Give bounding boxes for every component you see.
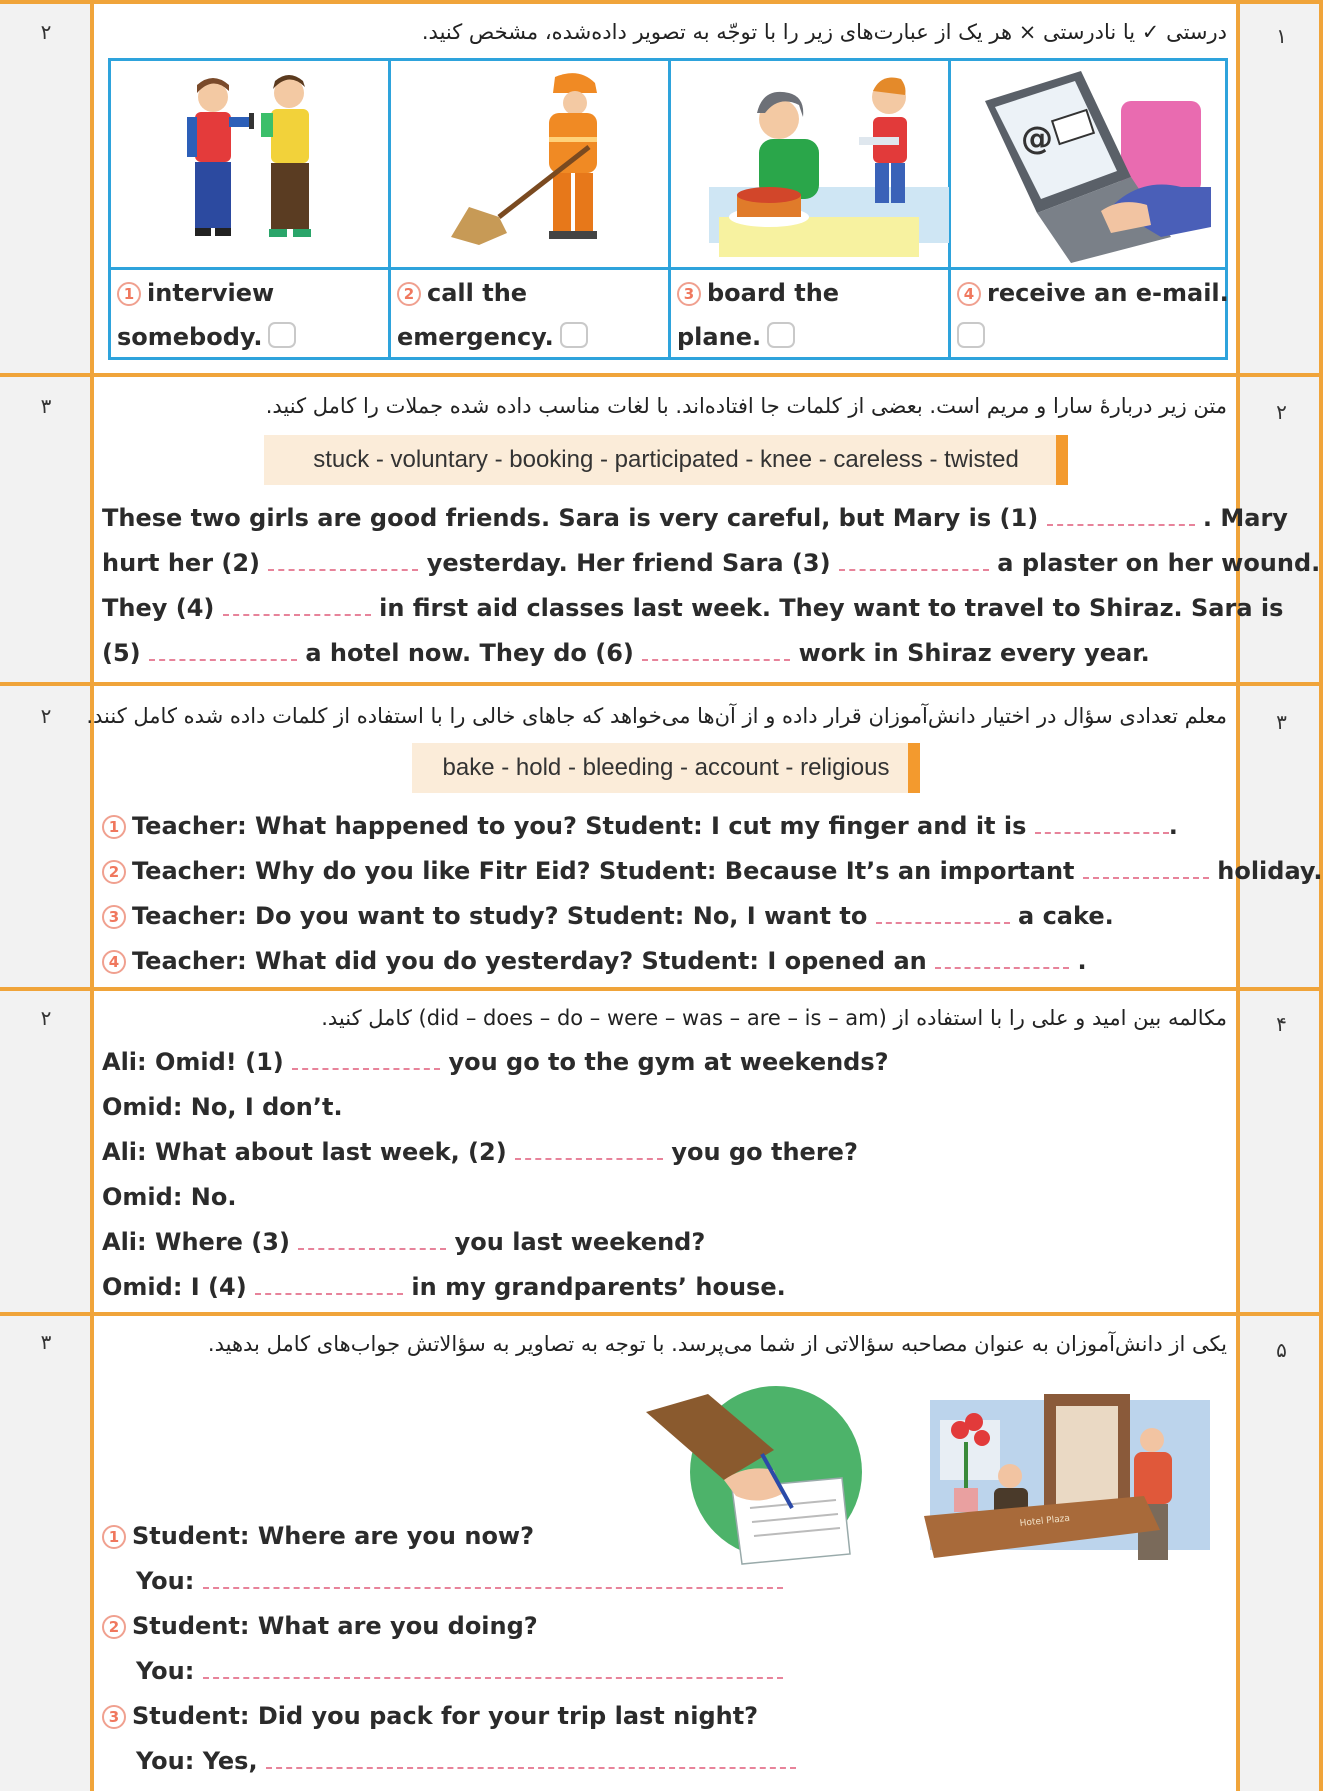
q2-line-1-end: . Mary <box>1202 504 1288 532</box>
q3-item-4-text: Teacher: What did you do yesterday? Student: I opened an <box>132 947 927 975</box>
q2-blank-1[interactable] <box>1047 508 1195 526</box>
q2-line-4-text: (5) <box>102 639 141 667</box>
q4-instruction: مکالمه بین امید و علی را با استفاده از (did – does – do – were – was – are – is – am) کامل کنید. <box>321 1006 1227 1030</box>
q5-answer-2 <box>136 1657 783 1685</box>
score-q3: ۲ <box>40 704 52 728</box>
q3-item-1-end: . <box>1168 812 1178 840</box>
q5-question-2-text: Student: What are you doing? <box>132 1612 538 1640</box>
q1-item-1-text-2: somebody. <box>117 323 263 351</box>
q4-line-5 <box>102 1228 705 1256</box>
item-number-badge: 2 <box>102 1615 126 1639</box>
q1-item-4 <box>957 271 1229 359</box>
hotel-sign-text: Hotel Plaza <box>1019 1513 1071 1529</box>
q2-line-3-end: in first aid classes last week. They want to travel to Shiraz. Sara is <box>379 594 1284 622</box>
question-number-4: ۴ <box>1276 1012 1287 1036</box>
item-number-badge: 3 <box>102 905 126 929</box>
svg-text:@: @ <box>1021 119 1053 157</box>
score-q1: ۲ <box>40 20 52 44</box>
question-number-1: ۱ <box>1276 24 1287 48</box>
q1-item-3 <box>677 271 839 359</box>
q1-image-grid <box>108 58 1228 360</box>
q5-answer-1-line[interactable] <box>203 1571 783 1589</box>
q3-item-4 <box>102 947 1087 975</box>
q5-answer-3-prefix: You: Yes, <box>136 1747 258 1775</box>
question-number-2: ۲ <box>1276 400 1287 424</box>
q2-word-bank <box>264 435 1068 485</box>
q1-item-3-text-1: board the <box>707 279 840 307</box>
border-line <box>0 1312 1323 1316</box>
question-number-column <box>1238 0 1323 1791</box>
q1-item-1-checkbox[interactable] <box>268 322 296 348</box>
border-line <box>0 682 1323 686</box>
item-number-badge: 4 <box>102 950 126 974</box>
q3-item-1 <box>102 812 1178 840</box>
q2-blank-2[interactable] <box>268 553 418 571</box>
q2-line-4-end: work in Shiraz every year. <box>798 639 1150 667</box>
q2-line-3 <box>102 594 1283 622</box>
street-sweeper-illustration <box>429 67 629 263</box>
border-line <box>0 987 1323 991</box>
q3-item-3-text: Teacher: Do you want to study? Student: No, I want to <box>132 902 868 930</box>
q1-item-3-checkbox[interactable] <box>767 322 795 348</box>
q4-line-3-text: Ali: What about last week, (2) <box>102 1138 507 1166</box>
border-line <box>1319 0 1323 1791</box>
q2-line-1-text: These two girls are good friends. Sara is very careful, but Mary is (1) <box>102 504 1039 532</box>
q5-answer-1-prefix: You: <box>136 1567 195 1595</box>
score-column <box>0 0 92 1791</box>
q1-item-2-text-1: call the <box>427 279 528 307</box>
q5-question-2 <box>102 1612 538 1640</box>
q5-question-3 <box>102 1702 758 1730</box>
border-line <box>0 0 1323 4</box>
question-number-5: ۵ <box>1276 1338 1287 1362</box>
question-number-3: ۳ <box>1276 710 1287 734</box>
q4-line-6 <box>102 1273 786 1301</box>
grid-divider <box>388 61 391 357</box>
q4-line-1-end: you go to the gym at weekends? <box>448 1048 889 1076</box>
score-q2: ۳ <box>40 394 52 418</box>
q4-line-1 <box>102 1048 889 1076</box>
q4-line-3 <box>102 1138 858 1166</box>
hotel-reception-illustration <box>924 1380 1216 1566</box>
q5-question-1-text: Student: Where are you now? <box>132 1522 535 1550</box>
q4-line-1-text: Ali: Omid! (1) <box>102 1048 284 1076</box>
word-bank-accent <box>1056 435 1068 485</box>
item-number-badge: 3 <box>102 1705 126 1729</box>
q3-blank-1[interactable] <box>1035 816 1169 834</box>
item-number-badge: 2 <box>397 282 421 306</box>
q5-answer-2-line[interactable] <box>203 1661 783 1679</box>
q2-line-2-text: hurt her (2) <box>102 549 261 577</box>
item-number-badge: 1 <box>102 1525 126 1549</box>
signing-document-illustration <box>646 1384 876 1574</box>
q3-item-3-end: a cake. <box>1018 902 1114 930</box>
item-number-badge: 1 <box>117 282 141 306</box>
q5-answer-1 <box>136 1567 783 1595</box>
q2-instruction: متن زیر دربارهٔ سارا و مریم است. بعضی از کلمات جا افتاده‌اند. با لغات مناسب داده شده جملات را کامل کنید. <box>265 394 1227 418</box>
laptop-email-illustration <box>971 67 1216 263</box>
q5-question-3-text: Student: Did you pack for your trip last night? <box>132 1702 759 1730</box>
q2-blank-6[interactable] <box>642 643 790 661</box>
q2-blank-5[interactable] <box>149 643 297 661</box>
q1-item-2 <box>397 271 588 359</box>
item-number-badge: 2 <box>102 860 126 884</box>
q2-blank-3[interactable] <box>839 553 989 571</box>
interview-illustration <box>151 67 351 263</box>
q2-line-2 <box>102 549 1320 577</box>
q3-item-1-text: Teacher: What happened to you? Student: I cut my finger and it is <box>132 812 1027 840</box>
q3-item-4-end: . <box>1077 947 1087 975</box>
score-q5: ۳ <box>40 1330 52 1354</box>
q4-blank-3[interactable] <box>298 1232 446 1250</box>
q1-item-2-checkbox[interactable] <box>560 322 588 348</box>
q1-item-4-checkbox[interactable] <box>957 322 985 348</box>
q5-question-1 <box>102 1522 534 1550</box>
q5-answer-3 <box>136 1747 796 1775</box>
q5-answer-2-prefix: You: <box>136 1657 195 1685</box>
item-number-badge: 4 <box>957 282 981 306</box>
score-q4: ۲ <box>40 1006 52 1030</box>
q3-word-bank-text: bake - hold - bleeding - account - religious <box>442 754 890 781</box>
word-bank-accent <box>908 743 920 793</box>
q2-line-2-mid: yesterday. Her friend Sara (3) <box>426 549 831 577</box>
q4-line-2-text: Omid: No, I don’t. <box>102 1093 343 1121</box>
q1-item-2-text-2: emergency. <box>397 323 554 351</box>
q5-instruction: یکی از دانش‌آموزان به عنوان مصاحبه سؤالاتی از شما می‌پرسد. با توجه به تصاویر به سؤالاتش جواب‌های کامل بدهید. <box>207 1332 1227 1356</box>
q5-answer-3-line[interactable] <box>266 1751 796 1769</box>
q2-line-2-end: a plaster on her wound. <box>997 549 1321 577</box>
q4-blank-4[interactable] <box>255 1277 403 1295</box>
border-line <box>1236 0 1240 1791</box>
q4-line-4-text: Omid: No. <box>102 1183 237 1211</box>
q4-line-3-end: you go there? <box>671 1138 858 1166</box>
q2-line-1 <box>102 504 1288 532</box>
item-number-badge: 1 <box>102 815 126 839</box>
q4-blank-1[interactable] <box>292 1052 440 1070</box>
q2-line-4 <box>102 639 1150 667</box>
q4-blank-2[interactable] <box>515 1142 663 1160</box>
border-line <box>0 373 1323 377</box>
q4-line-5-end: you last weekend? <box>454 1228 706 1256</box>
grid-divider <box>668 61 671 357</box>
q3-item-3 <box>102 902 1114 930</box>
q2-line-4-mid: a hotel now. They do (6) <box>305 639 634 667</box>
border-line <box>90 0 94 1791</box>
q1-item-1-text-1: interview <box>147 279 275 307</box>
q4-line-4 <box>102 1183 236 1211</box>
q4-line-6-text: Omid: I (4) <box>102 1273 247 1301</box>
q2-line-3-text: They (4) <box>102 594 215 622</box>
q1-item-4-text-1: receive an e-mail. <box>987 279 1229 307</box>
item-number-badge: 3 <box>677 282 701 306</box>
q2-word-bank-text: stuck - voluntary - booking - participated - knee - careless - twisted <box>313 446 1019 473</box>
q3-item-2 <box>102 857 1322 885</box>
q3-item-2-text: Teacher: Why do you like Fitr Eid? Student: Because It’s an important <box>132 857 1075 885</box>
q3-blank-4[interactable] <box>935 951 1069 969</box>
baking-cake-illustration <box>709 67 949 263</box>
q4-line-2 <box>102 1093 343 1121</box>
q3-blank-2[interactable] <box>1083 861 1209 879</box>
q4-line-6-end: in my grandparents’ house. <box>411 1273 786 1301</box>
q3-instruction: معلم تعدادی سؤال در اختیار دانش‌آموزان قرار داده و از آن‌ها می‌خواهد که جاهای خالی را با استفاده از کلمات داده شده کامل کنند. <box>86 704 1227 728</box>
q1-item-1 <box>117 271 296 359</box>
q4-line-5-text: Ali: Where (3) <box>102 1228 290 1256</box>
q3-blank-3[interactable] <box>876 906 1010 924</box>
q3-word-bank <box>412 743 920 793</box>
q2-blank-4[interactable] <box>223 598 371 616</box>
q1-item-3-text-2: plane. <box>677 323 762 351</box>
grid-divider <box>111 267 1225 270</box>
q3-item-2-end: holiday. <box>1217 857 1323 885</box>
q1-instruction: درستی ✓ یا نادرستی × هر یک از عبارت‌های زیر را با توجّه به تصویر داده‌شده، مشخص کنید. <box>421 20 1227 44</box>
